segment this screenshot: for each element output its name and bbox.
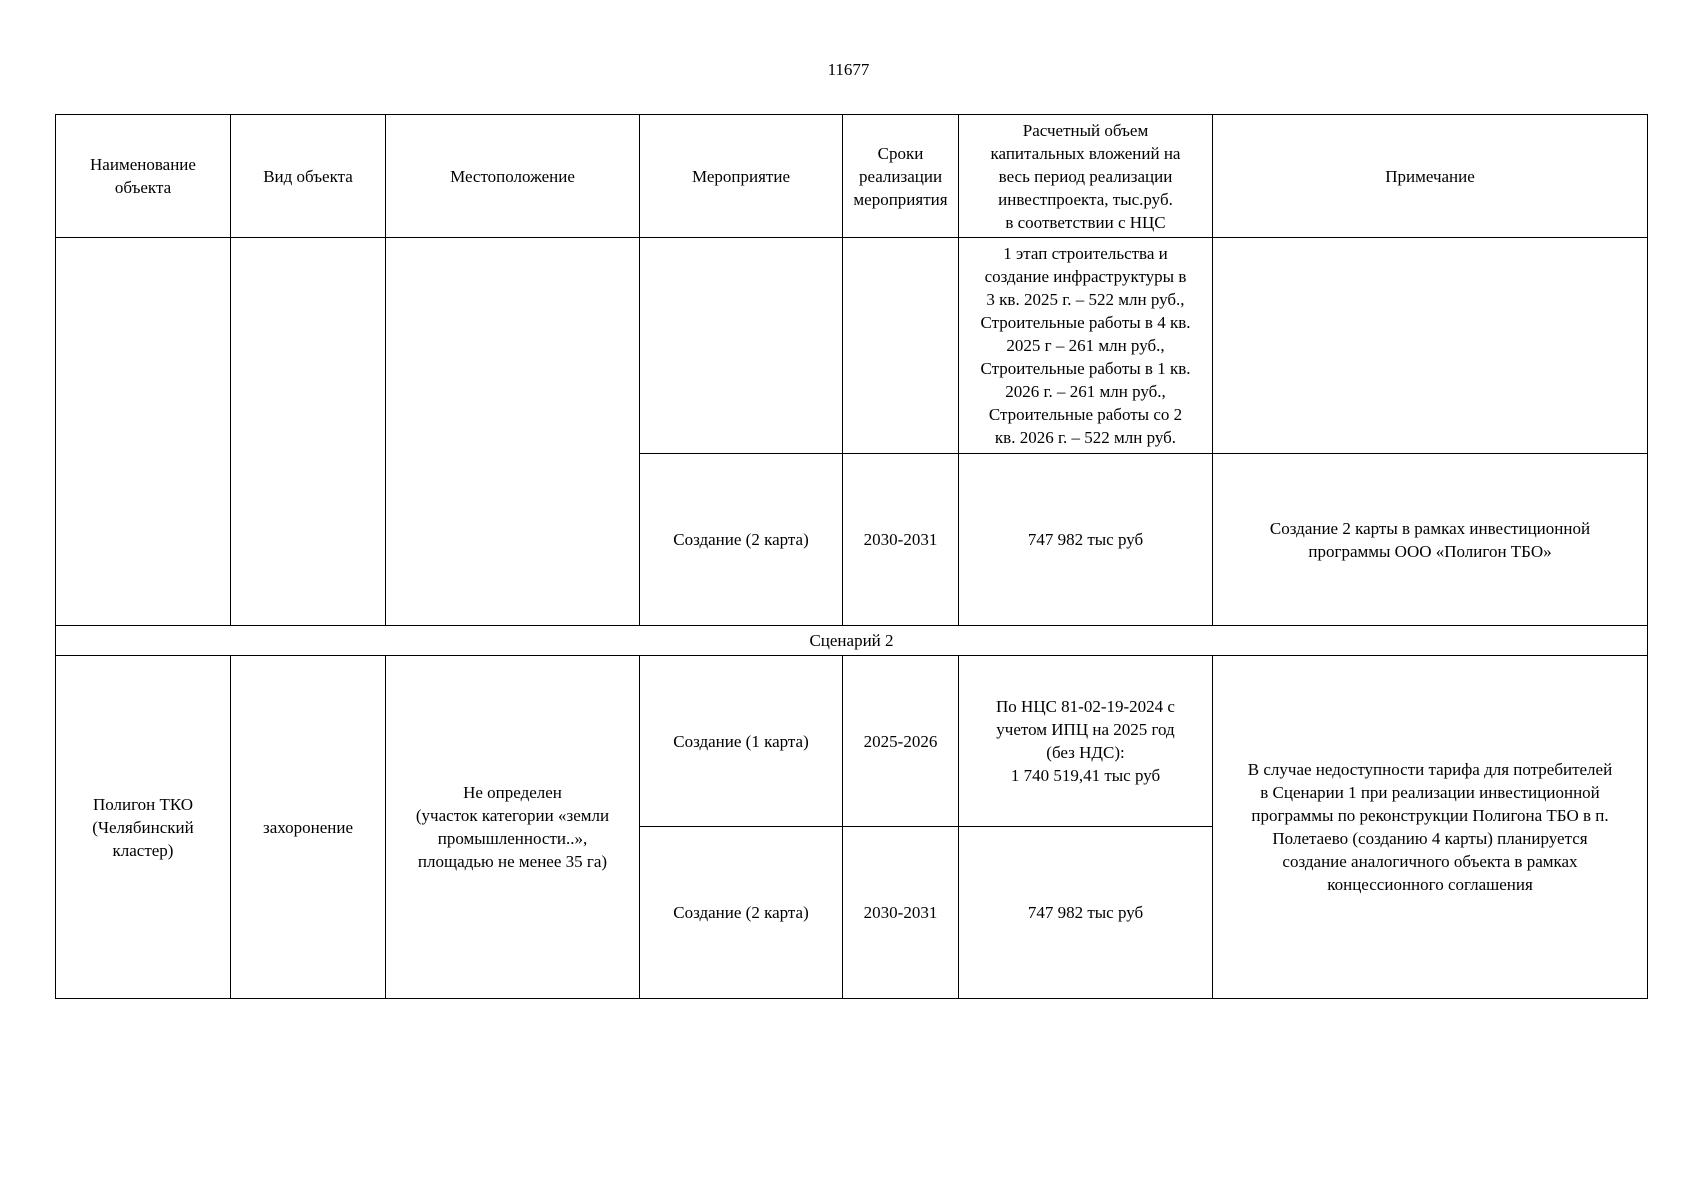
- object-location: Не определен (участок категории «земли промышленности..», площадью не менее 35 га): [386, 656, 640, 999]
- header-investment: Расчетный объем капитальных вложений на весь период реализации инвестпроекта, тыс.руб. в соответствии с НЦС: [959, 115, 1213, 238]
- object-type: захоронение: [231, 656, 386, 999]
- activity-cell: Создание (2 карта): [640, 827, 843, 999]
- header-activity: Мероприятие: [640, 115, 843, 238]
- header-location: Местоположение: [386, 115, 640, 238]
- note-cell: Создание 2 карты в рамках инвестиционной программы ООО «Полигон ТБО»: [1213, 454, 1648, 626]
- continuation-location-cell: [386, 238, 640, 626]
- page-number: 11677: [827, 60, 870, 79]
- continuation-type-cell: [231, 238, 386, 626]
- header-period: Сроки реализации мероприятия: [843, 115, 959, 238]
- activity-cell: Создание (2 карта): [640, 454, 843, 626]
- header-note: Примечание: [1213, 115, 1648, 238]
- header-row: [56, 115, 1648, 238]
- period-cell: 2030-2031: [843, 827, 959, 999]
- investment-cell: 747 982 тыс руб: [959, 454, 1213, 626]
- scenario-row: [56, 626, 1648, 656]
- scenario-title: Сценарий 2: [56, 626, 1648, 656]
- period-cell: 2025-2026: [843, 656, 959, 827]
- continuation-period-cell: [843, 238, 959, 454]
- continuation-note-cell: [1213, 238, 1648, 454]
- period-cell: 2030-2031: [843, 454, 959, 626]
- continuation-name-cell: [56, 238, 231, 626]
- object-name: Полигон ТКО (Челябинский кластер): [56, 656, 231, 999]
- header-type: Вид объекта: [231, 115, 386, 238]
- note-cell: В случае недоступности тарифа для потребителей в Сценарии 1 при реализации инвестиционной программы по реконструкции Полигона ТБО в п. Полетаево (созданию 4 карты) планируется создание аналогичного объекта в рамках концессионного соглашения: [1213, 656, 1648, 999]
- investment-cell: По НЦС 81-02-19-2024 с учетом ИПЦ на 2025 год (без НДС): 1 740 519,41 тыс руб: [959, 656, 1213, 827]
- continuation-row-1: [56, 238, 1648, 454]
- scenario2-row-1: [56, 656, 1648, 827]
- investment-table: [55, 114, 1648, 999]
- continuation-activity-cell: [640, 238, 843, 454]
- header-name: Наименование объекта: [56, 115, 231, 238]
- activity-cell: Создание (1 карта): [640, 656, 843, 827]
- investment-cell: 747 982 тыс руб: [959, 827, 1213, 999]
- investment-stages: 1 этап строительства и создание инфраструктуры в 3 кв. 2025 г. – 522 млн руб., Строительные работы в 4 кв. 2025 г – 261 млн руб., Строительные работы в 1 кв. 2026 г. – 261 млн руб., Строительные работы со 2 кв. 2026 г. – 522 млн руб.: [959, 238, 1213, 454]
